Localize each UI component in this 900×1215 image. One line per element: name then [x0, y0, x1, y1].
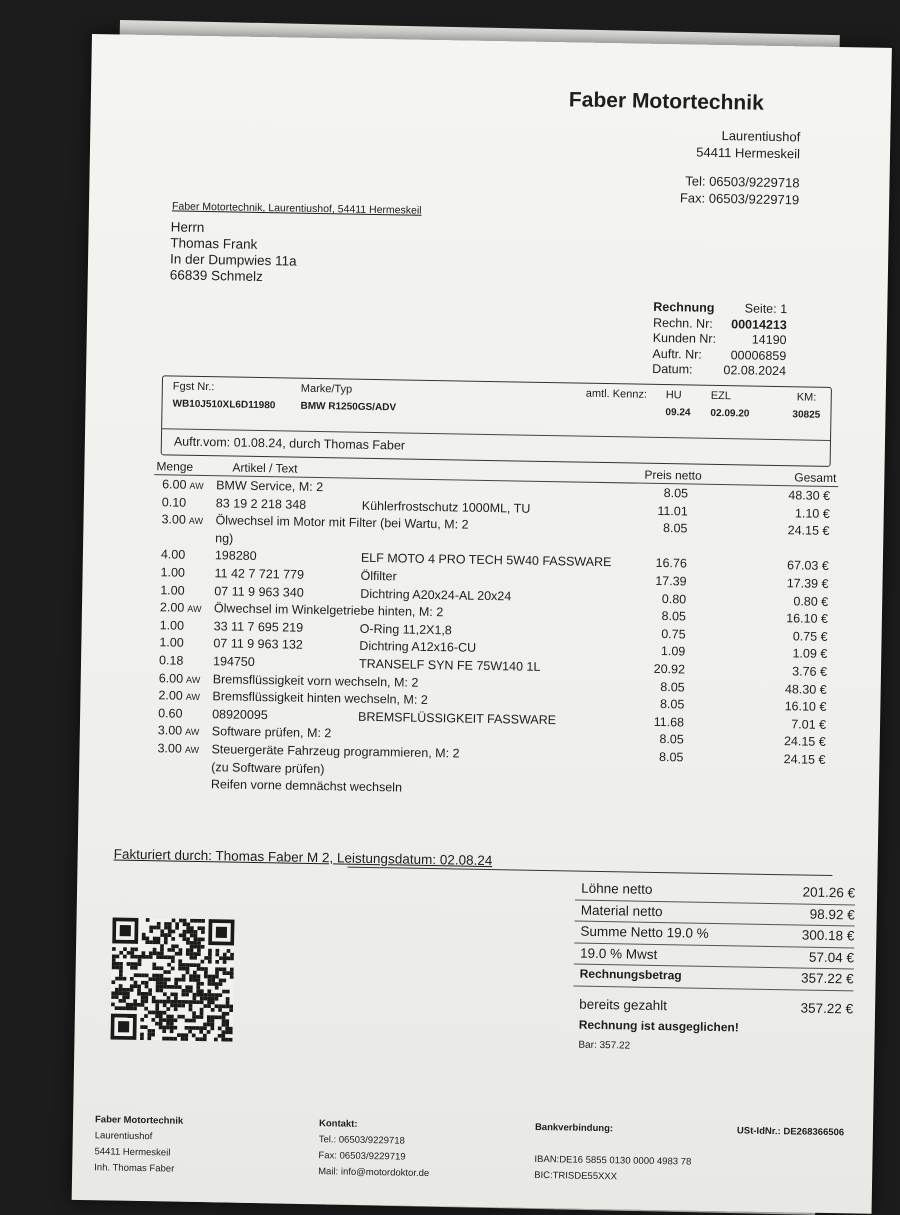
item-price [639, 767, 683, 768]
footer-iban: IBAN:DE16 5855 0130 0000 4983 78 [534, 1152, 691, 1171]
km-label: KM: [797, 391, 817, 403]
item-price [639, 785, 683, 786]
item-total: 48.30 € [785, 682, 827, 697]
footer-mail: Mail: info@motordoktor.de [318, 1164, 429, 1182]
qr-code [110, 914, 234, 1044]
item-description: BREMSFLÜSSIGKEIT FASSWARE [358, 709, 556, 726]
item-price: 11.01 [644, 503, 688, 518]
item-description: TRANSELF SYN FE 75W140 1L [359, 657, 541, 674]
company-tel: Tel: 06503/9229718 [685, 172, 799, 191]
line-items [149, 477, 838, 806]
item-price: 8.05 [644, 486, 688, 501]
invoice-date: 02.08.2024 [719, 363, 790, 380]
item-description: Ölfilter [360, 569, 396, 584]
item-article: 07 11 9 963 340 [214, 584, 304, 600]
item-unit: AW [186, 674, 200, 684]
recipient-address [170, 219, 298, 285]
item-qty: 1.00 [160, 583, 188, 597]
totals-value: 98.92 € [810, 906, 855, 922]
item-article: Bremsflüssigkeit vorn wechseln, M: 2 [213, 672, 419, 690]
item-unit: AW [185, 745, 199, 755]
item-price: 11.68 [640, 714, 684, 729]
item-article: Bremsflüssigkeit hinten wechseln, M: 2 [212, 689, 428, 707]
totals-label: Löhne netto [581, 881, 653, 897]
billed-by: Fakturiert durch: Thomas Faber M 2, Leistungsdatum: 02.08.24 [114, 847, 493, 869]
item-total: 24.15 € [784, 752, 826, 767]
item-price: 0.80 [642, 591, 686, 606]
item-qty: 6.00 AW [159, 671, 201, 686]
plate-label: amtl. Kennz: [586, 388, 647, 401]
paid-status: Rechnung ist ausgeglichen! [579, 1017, 739, 1034]
order-number: 00006859 [720, 348, 791, 365]
item-description: ELF MOTO 4 PRO TECH 5W40 FASSWARE [361, 551, 612, 569]
item-price: 0.75 [642, 626, 686, 641]
totals-row [573, 965, 853, 991]
item-price: 8.05 [640, 697, 684, 712]
item-price [643, 538, 687, 539]
recipient-city: 66839 Schmelz [170, 267, 297, 285]
item-qty: 3.00 AW [157, 741, 199, 756]
item-total: 16.10 € [785, 699, 827, 714]
item-article: Reifen vorne demnächst wechseln [211, 777, 402, 794]
item-article: ng) [215, 531, 233, 545]
item-qty: 3.00 AW [161, 512, 203, 527]
item-qty: 6.00 AW [162, 477, 204, 492]
totals-label: Summe Netto 19.0 % [580, 924, 709, 941]
item-price: 8.05 [642, 609, 686, 624]
item-price: 8.05 [640, 732, 684, 747]
paid-value: 357.22 € [800, 1001, 853, 1017]
item-description: O-Ring 11,2X1,8 [360, 622, 452, 638]
item-price: 1.09 [641, 644, 685, 659]
invoice-title: Rechnung [649, 300, 720, 317]
footer-city: 54411 Hermeskeil [94, 1144, 182, 1162]
footer-company-name: Faber Motortechnik [95, 1112, 183, 1130]
footer-contact [318, 1116, 430, 1182]
fgst-number: WB10J510XL6D11980 [172, 398, 275, 411]
invoice-number-label: Rechn. Nr: [649, 315, 720, 332]
item-total: 24.15 € [784, 734, 826, 749]
item-total: 1.09 € [792, 647, 827, 662]
footer-fax: Fax: 06503/9229719 [318, 1148, 429, 1166]
footer-company [94, 1112, 183, 1178]
item-price: 8.05 [641, 679, 685, 694]
item-article: 194750 [213, 654, 255, 669]
item-total: 3.76 € [792, 664, 827, 679]
item-price: 8.05 [639, 750, 683, 765]
column-total: Gesamt [794, 470, 836, 485]
sender-line: Faber Motortechnik, Laurentiushof, 54411 Hermeskeil [172, 200, 422, 216]
item-total: 67.03 € [787, 559, 829, 574]
item-unit: AW [186, 692, 200, 702]
invoice-meta [648, 300, 791, 380]
brand-label: Marke/Typ [301, 383, 353, 396]
recipient-name: Thomas Frank [170, 235, 297, 253]
item-qty: 1.00 [160, 565, 188, 579]
order-number-label: Auftr. Nr: [648, 346, 719, 363]
item-unit: AW [187, 604, 201, 614]
column-price: Preis netto [644, 468, 702, 483]
item-total: 48.30 € [788, 488, 830, 503]
item-article: (zu Software prüfen) [211, 760, 324, 776]
ezl-value: 02.09.20 [710, 408, 749, 420]
item-description: Dichtring A20x24-AL 20x24 [360, 586, 511, 603]
item-article: Ölwechsel im Winkelgetriebe hinten, M: 2 [214, 601, 443, 619]
item-total: 17.39 € [787, 576, 829, 591]
invoice-number: 00014213 [720, 317, 791, 334]
company-city: 54411 Hermeskeil [696, 144, 800, 163]
item-qty [161, 530, 164, 544]
footer-bic: BIC:TRISDE55XXX [534, 1168, 691, 1187]
totals-value: 300.18 € [802, 928, 855, 944]
column-article: Artikel / Text [232, 461, 297, 476]
item-total: 1.10 € [795, 506, 830, 521]
fgst-label: Fgst Nr.: [173, 380, 215, 393]
item-qty: 0.60 [158, 706, 186, 720]
brand-value: BMW R1250GS/ADV [300, 401, 396, 414]
item-article: Steuergeräte Fahrzeug programmieren, M: 2 [211, 742, 459, 760]
item-total: 16.10 € [786, 611, 828, 626]
item-article: 11 42 7 721 779 [214, 566, 304, 582]
item-description: Dichtring A12x16-CU [359, 639, 476, 655]
item-article: 198280 [215, 549, 257, 564]
item-article: Software prüfen, M: 2 [212, 725, 332, 741]
totals-label: 19.0 % Mwst [580, 945, 658, 961]
column-qty: Menge [156, 459, 193, 474]
totals-label: Material netto [581, 902, 663, 918]
item-qty: 0.18 [159, 653, 187, 667]
vehicle-info-box [161, 375, 832, 467]
totals-block [573, 879, 855, 991]
recipient-salutation: Herrn [170, 219, 297, 237]
recipient-street: In der Dumpwies 11a [170, 251, 297, 269]
footer-vat-id: USt-IdNr.: DE268366506 [737, 1123, 844, 1141]
cash-row [572, 1036, 852, 1061]
totals-value: 201.26 € [802, 885, 855, 901]
item-qty: 3.00 AW [158, 724, 200, 739]
totals-label: Rechnungsbetrag [580, 967, 682, 983]
footer-tel: Tel.: 06503/9229718 [319, 1132, 430, 1150]
footer-street: Laurentiushof [95, 1128, 183, 1146]
order-reference: Auftr.vom: 01.08.24, durch Thomas Faber [174, 434, 405, 452]
item-article: 08920095 [212, 707, 268, 722]
item-qty: 1.00 [160, 618, 188, 632]
item-price: 16.76 [643, 556, 687, 571]
invoice-paper [72, 34, 892, 1214]
company-street: Laurentiushof [721, 127, 800, 145]
item-article: Ölwechsel im Motor mit Filter (bei Wartu, M: 2 [215, 513, 468, 531]
item-price: 8.05 [643, 521, 687, 536]
payment-block [572, 995, 853, 1061]
item-qty: 2.00 AW [158, 688, 200, 703]
km-value: 30825 [792, 409, 820, 420]
footer-bank-label: Bankverbindung: [535, 1120, 692, 1139]
item-qty: 1.00 [159, 636, 187, 650]
invoice-date-label: Datum: [648, 362, 719, 379]
ezl-label: EZL [711, 390, 731, 402]
item-unit: AW [189, 516, 203, 526]
item-qty: 2.00 AW [160, 600, 202, 615]
item-price: 17.39 [642, 574, 686, 589]
hu-value: 09.24 [665, 407, 690, 418]
item-qty [157, 759, 160, 773]
company-fax: Fax: 06503/9229719 [680, 189, 800, 208]
hu-label: HU [666, 389, 682, 401]
item-qty: 0.10 [162, 495, 190, 509]
item-unit: AW [185, 727, 199, 737]
company-name: Faber Motortechnik [569, 88, 764, 115]
totals-value: 57.04 € [809, 949, 854, 965]
item-total: 7.01 € [791, 717, 826, 732]
item-unit: AW [189, 481, 203, 491]
item-qty [157, 776, 160, 790]
item-description: Kühlerfrostschutz 1000ML, TU [362, 498, 531, 515]
footer-bank [534, 1120, 692, 1187]
footer-contact-label: Kontakt: [319, 1116, 430, 1134]
item-article: 33 11 7 695 219 [214, 619, 304, 635]
item-total: 24.15 € [788, 523, 830, 538]
item-price: 20.92 [641, 662, 685, 677]
item-article: 83 19 2 218 348 [216, 496, 307, 512]
cash-payment: Bar: 357.22 [578, 1040, 630, 1052]
paid-label: bereits gezahlt [579, 997, 667, 1014]
customer-number-label: Kunden Nr: [649, 331, 720, 348]
invoice-page: Seite: 1 [720, 301, 791, 318]
item-total: 0.75 € [793, 629, 828, 644]
item-total: 0.80 € [793, 594, 828, 609]
item-article: BMW Service, M: 2 [216, 478, 323, 494]
totals-value: 357.22 € [801, 971, 854, 987]
footer-owner: Inh. Thomas Faber [94, 1160, 182, 1178]
totals-separator [347, 867, 832, 876]
item-qty: 4.00 [161, 548, 189, 562]
customer-number: 14190 [720, 332, 791, 349]
item-article: 07 11 9 963 132 [213, 637, 303, 653]
